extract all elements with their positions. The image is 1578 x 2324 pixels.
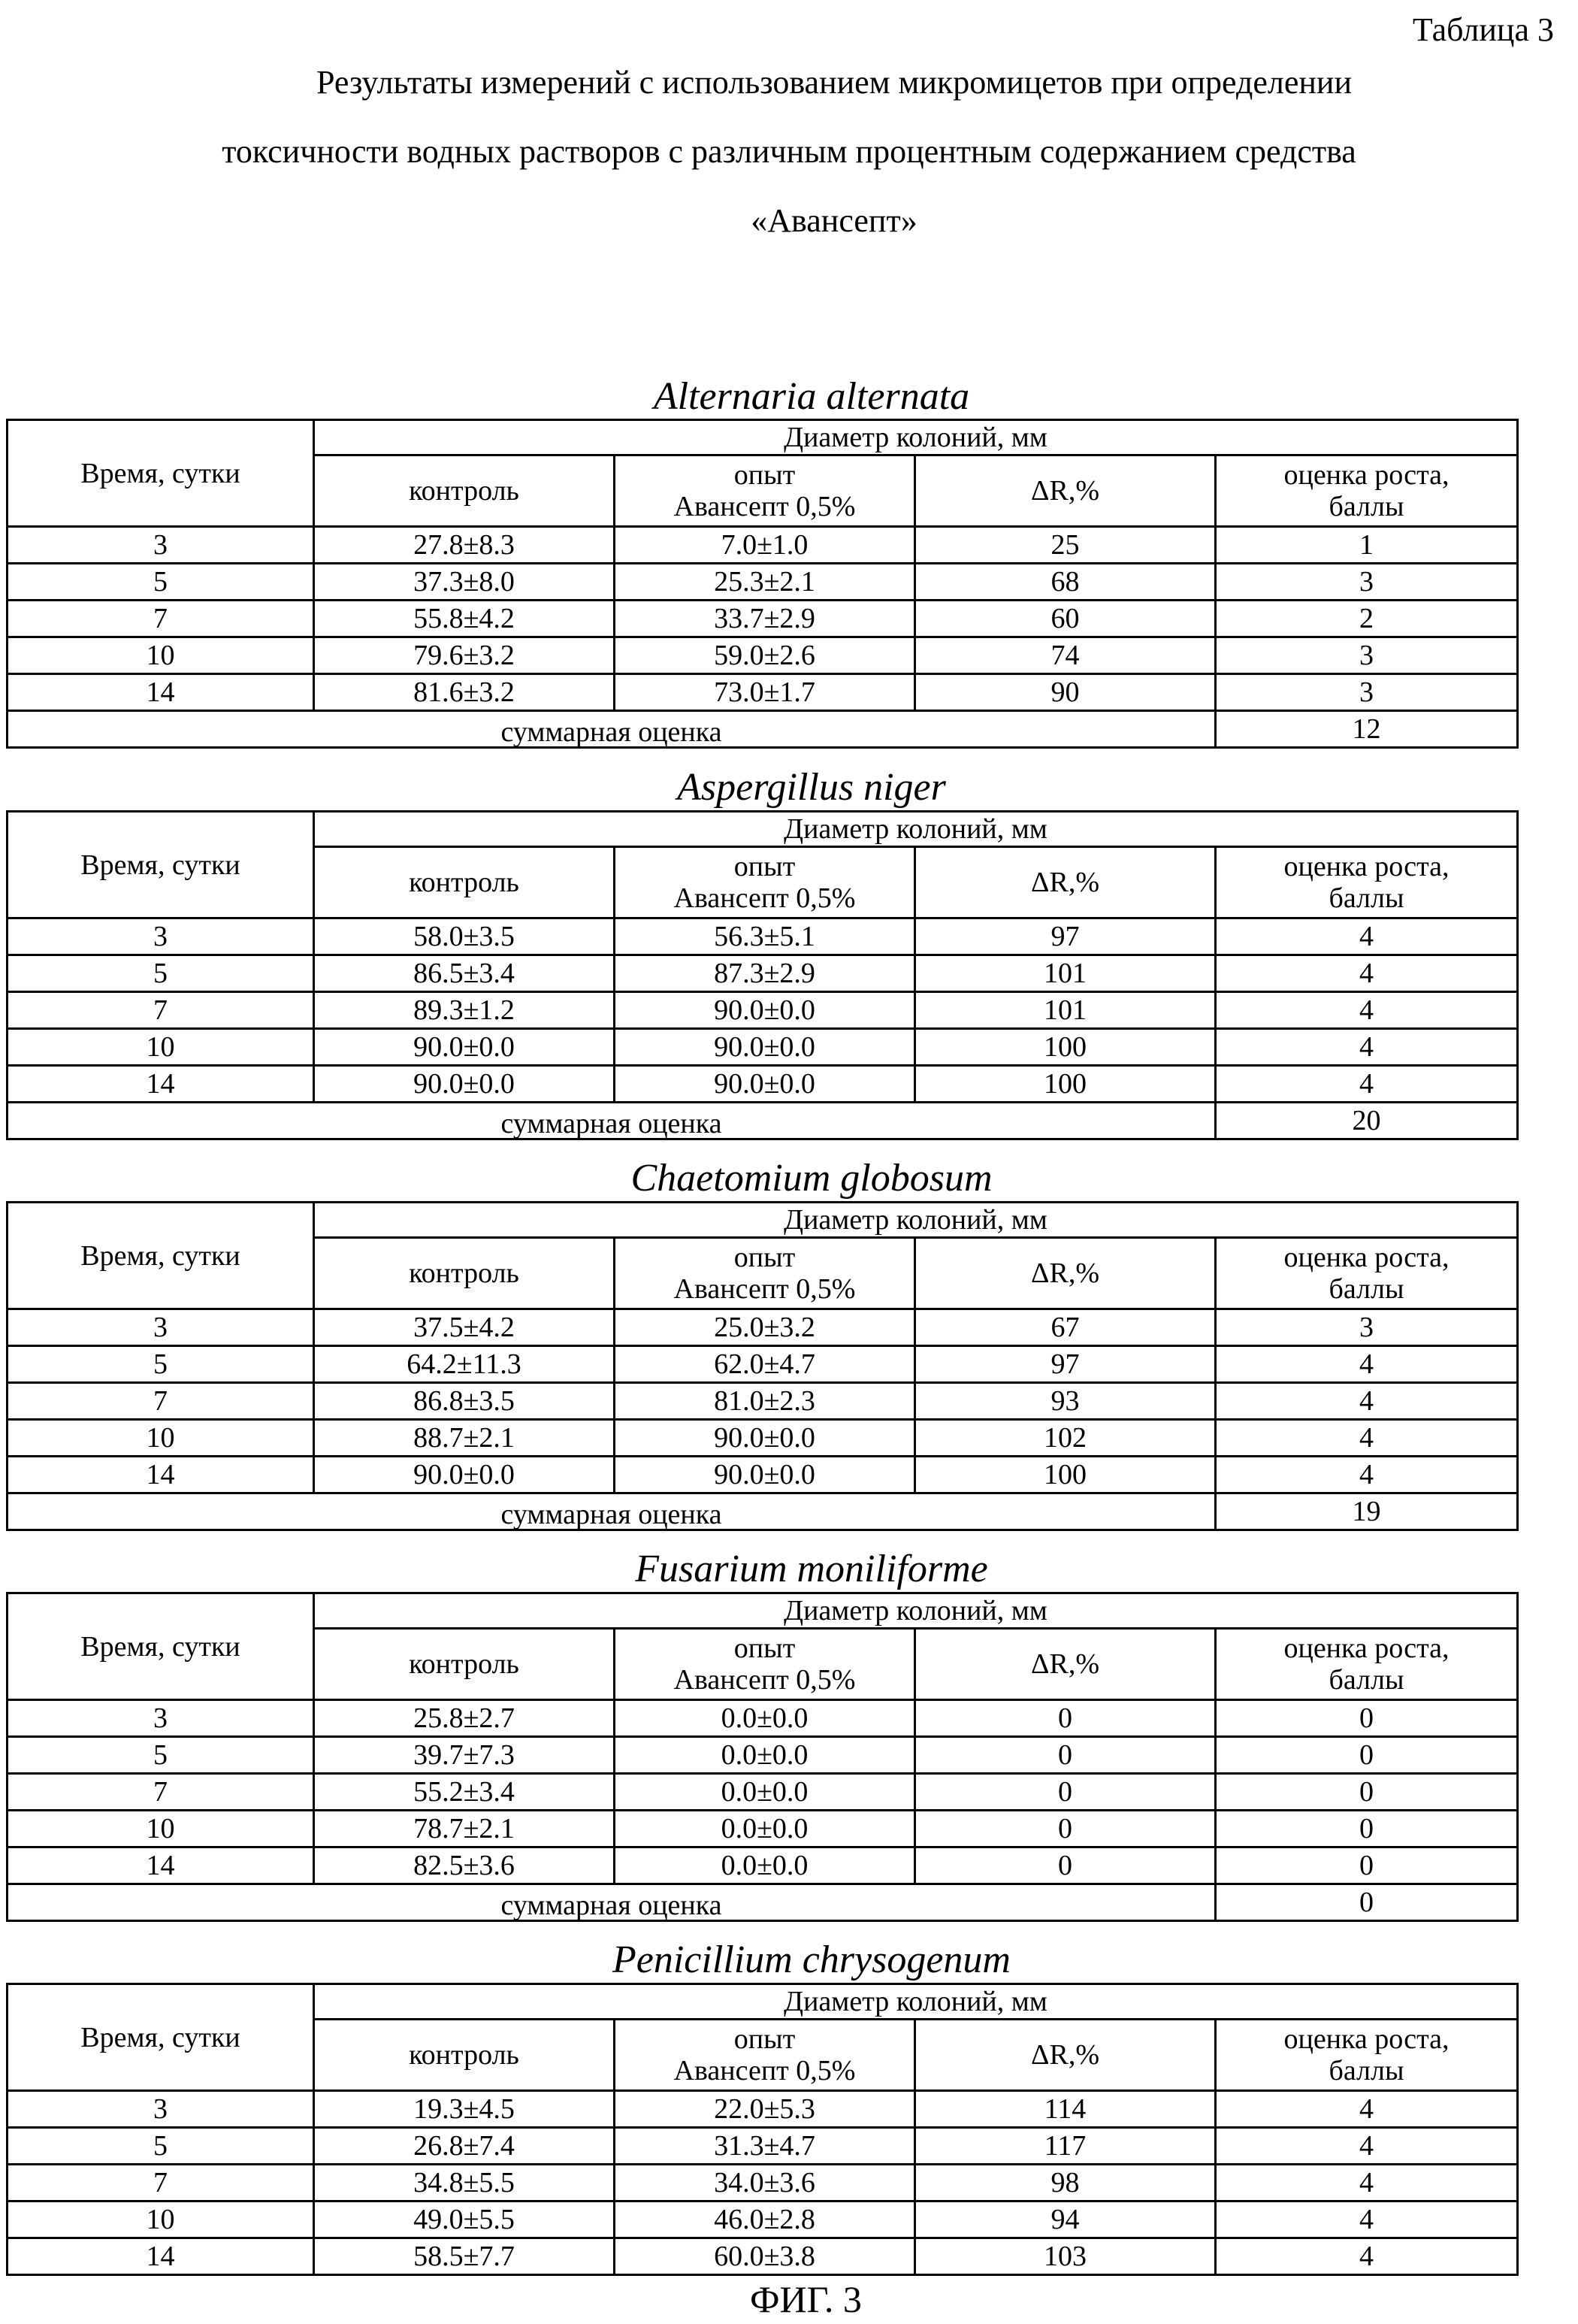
species-title: Chaetomium globosum [0,1156,1578,1201]
experiment-label-line-2: Авансепт 0,5% [615,491,914,522]
cell-experiment: 0.0±0.0 [615,1700,915,1737]
cell-control: 90.0±0.0 [314,1029,615,1066]
cell-experiment: 0.0±0.0 [615,1774,915,1811]
score-label-line-1: оценка роста, [1217,459,1516,491]
summary-row [8,1884,1518,1921]
cell-control: 86.5±3.4 [314,955,615,992]
cell-delta: 100 [915,1457,1216,1493]
cell-delta: 98 [915,2165,1216,2201]
table-row [8,1346,1518,1383]
column-header-time: Время, сутки [8,420,314,527]
cell-delta: 60 [915,601,1216,637]
cell-score: 4 [1216,955,1518,992]
score-label-line-2: баллы [1217,1273,1516,1305]
column-header-score [1216,455,1518,527]
cell-score: 4 [1216,1029,1518,1066]
cell-delta: 102 [915,1420,1216,1457]
results-table [6,1201,1519,1531]
column-header-time: Время, сутки [8,1593,314,1700]
cell-score: 4 [1216,2128,1518,2165]
cell-score: 4 [1216,992,1518,1029]
cell-score: 0 [1216,1847,1518,1884]
cell-time: 14 [8,674,314,711]
column-header-time: Время, сутки [8,1984,314,2091]
cell-score: 2 [1216,601,1518,637]
species-title: Alternaria alternata [0,374,1578,419]
cell-score: 4 [1216,2165,1518,2201]
cell-time: 14 [8,1457,314,1493]
cell-experiment: 25.3±2.1 [615,564,915,601]
cell-control: 55.8±4.2 [314,601,615,637]
cell-time: 7 [8,2165,314,2201]
results-table [6,419,1519,749]
species-title: Fusarium moniliforme [0,1547,1578,1592]
summary-label-cell [8,1884,1216,1921]
cell-score: 3 [1216,564,1518,601]
cell-time: 3 [8,2091,314,2128]
summary-label-cell [8,1103,1216,1139]
experiment-label-line-2: Авансепт 0,5% [615,1273,914,1305]
table-number-label: Таблица 3 [1413,11,1554,49]
column-header-delta: ΔR,% [915,2020,1216,2091]
table-row [8,2165,1518,2201]
table-row [8,1847,1518,1884]
cell-score: 4 [1216,2201,1518,2238]
score-label-line-1: оценка роста, [1217,1242,1516,1273]
column-header-score [1216,2020,1518,2091]
cell-time: 7 [8,601,314,637]
column-header-experiment [615,1629,915,1700]
cell-experiment: 34.0±3.6 [615,2165,915,2201]
cell-time: 5 [8,955,314,992]
score-label-line-1: оценка роста, [1217,2023,1516,2055]
species-title: Aspergillus niger [0,765,1578,810]
cell-time: 14 [8,1847,314,1884]
cell-experiment: 33.7±2.9 [615,601,915,637]
column-header-experiment [615,847,915,918]
results-table [6,1983,1519,2276]
cell-score: 3 [1216,1309,1518,1346]
table-row [8,918,1518,955]
cell-time: 14 [8,1066,314,1103]
cell-delta: 117 [915,2128,1216,2165]
table-row [8,1700,1518,1737]
column-header-delta: ΔR,% [915,1238,1216,1309]
table-row [8,2091,1518,2128]
column-header-time: Время, сутки [8,1203,314,1309]
score-label-line-2: баллы [1217,491,1516,522]
figure-caption: ФИГ. 3 [0,2277,1578,2321]
cell-time: 7 [8,1383,314,1420]
cell-score: 4 [1216,1383,1518,1420]
summary-label-cell [8,1493,1216,1530]
cell-experiment: 73.0±1.7 [615,674,915,711]
table-row [8,601,1518,637]
cell-delta: 103 [915,2238,1216,2275]
cell-time: 5 [8,1737,314,1774]
cell-time: 14 [8,2238,314,2275]
cell-experiment: 90.0±0.0 [615,1066,915,1103]
cell-delta: 100 [915,1066,1216,1103]
cell-time: 10 [8,2201,314,2238]
cell-delta: 101 [915,955,1216,992]
cell-control: 34.8±5.5 [314,2165,615,2201]
cell-score: 4 [1216,918,1518,955]
score-label-line-2: баллы [1217,1664,1516,1696]
cell-experiment: 81.0±2.3 [615,1383,915,1420]
summary-total: 20 [1216,1103,1518,1139]
experiment-label-line-1: опыт [615,1242,914,1273]
cell-experiment: 7.0±1.0 [615,527,915,564]
cell-delta: 97 [915,1346,1216,1383]
cell-time: 3 [8,918,314,955]
cell-control: 79.6±3.2 [314,637,615,674]
cell-delta: 90 [915,674,1216,711]
column-header-score [1216,847,1518,918]
cell-score: 4 [1216,2238,1518,2275]
cell-experiment: 90.0±0.0 [615,1029,915,1066]
table-row [8,527,1518,564]
cell-experiment: 25.0±3.2 [615,1309,915,1346]
cell-experiment: 0.0±0.0 [615,1737,915,1774]
column-header-score [1216,1629,1518,1700]
cell-control: 37.5±4.2 [314,1309,615,1346]
table-row [8,674,1518,711]
summary-total: 0 [1216,1884,1518,1921]
experiment-label-line-1: опыт [615,2023,914,2055]
column-header-experiment [615,1238,915,1309]
score-label-line-1: оценка роста, [1217,851,1516,882]
column-header-delta: ΔR,% [915,1629,1216,1700]
cell-delta: 0 [915,1774,1216,1811]
table-row [8,1066,1518,1103]
column-header-control: контроль [314,847,615,918]
column-header-control: контроль [314,1238,615,1309]
summary-label: суммарная оценка [8,716,1214,748]
cell-experiment: 90.0±0.0 [615,1420,915,1457]
column-header-time: Время, сутки [8,812,314,918]
cell-control: 82.5±3.6 [314,1847,615,1884]
header-row [8,1203,1518,1238]
column-header-diameter-group: Диаметр колоний, мм [314,1984,1518,2020]
document-heading [0,48,1578,256]
summary-label-cell [8,711,1216,748]
cell-delta: 97 [915,918,1216,955]
cell-delta: 0 [915,1847,1216,1884]
cell-score: 1 [1216,527,1518,564]
cell-control: 81.6±3.2 [314,674,615,711]
experiment-label-line-1: опыт [615,459,914,491]
heading-line-2: токсичности водных растворов с различным процентным содержанием средства [0,117,1578,186]
cell-time: 3 [8,1700,314,1737]
cell-experiment: 59.0±2.6 [615,637,915,674]
summary-total: 12 [1216,711,1518,748]
column-header-diameter-group: Диаметр колоний, мм [314,420,1518,455]
cell-experiment: 60.0±3.8 [615,2238,915,2275]
score-label-line-1: оценка роста, [1217,1633,1516,1664]
results-table [6,1592,1519,1922]
cell-experiment: 31.3±4.7 [615,2128,915,2165]
cell-delta: 94 [915,2201,1216,2238]
cell-control: 78.7±2.1 [314,1811,615,1847]
column-header-control: контроль [314,2020,615,2091]
table-row [8,2201,1518,2238]
summary-row [8,1103,1518,1139]
cell-experiment: 22.0±5.3 [615,2091,915,2128]
cell-delta: 0 [915,1737,1216,1774]
table-row [8,637,1518,674]
cell-score: 0 [1216,1700,1518,1737]
table-row [8,1774,1518,1811]
cell-time: 5 [8,2128,314,2165]
experiment-label-line-2: Авансепт 0,5% [615,2055,914,2086]
experiment-label-line-1: опыт [615,1633,914,1664]
cell-delta: 0 [915,1811,1216,1847]
cell-experiment: 62.0±4.7 [615,1346,915,1383]
cell-time: 5 [8,1346,314,1383]
cell-score: 4 [1216,1457,1518,1493]
cell-experiment: 0.0±0.0 [615,1847,915,1884]
cell-time: 5 [8,564,314,601]
cell-delta: 93 [915,1383,1216,1420]
cell-experiment: 0.0±0.0 [615,1811,915,1847]
score-label-line-2: баллы [1217,882,1516,914]
cell-experiment: 56.3±5.1 [615,918,915,955]
cell-experiment: 87.3±2.9 [615,955,915,992]
summary-label: суммарная оценка [8,1108,1214,1139]
table-row [8,1309,1518,1346]
cell-control: 86.8±3.5 [314,1383,615,1420]
score-label-line-2: баллы [1217,2055,1516,2086]
cell-score: 0 [1216,1737,1518,1774]
species-title: Penicillium chrysogenum [0,1938,1578,1983]
cell-delta: 74 [915,637,1216,674]
cell-score: 4 [1216,1346,1518,1383]
cell-control: 49.0±5.5 [314,2201,615,2238]
table-row [8,2128,1518,2165]
column-header-experiment [615,2020,915,2091]
column-header-diameter-group: Диаметр колоний, мм [314,1593,1518,1629]
cell-control: 58.0±3.5 [314,918,615,955]
results-table [6,810,1519,1140]
cell-experiment: 90.0±0.0 [615,992,915,1029]
table-row [8,1029,1518,1066]
summary-label: суммарная оценка [8,1499,1214,1530]
column-header-score [1216,1238,1518,1309]
cell-control: 58.5±7.7 [314,2238,615,2275]
cell-control: 55.2±3.4 [314,1774,615,1811]
cell-time: 3 [8,527,314,564]
summary-row [8,711,1518,748]
table-row [8,1737,1518,1774]
cell-control: 90.0±0.0 [314,1066,615,1103]
cell-score: 4 [1216,2091,1518,2128]
header-row [8,812,1518,847]
cell-time: 7 [8,1774,314,1811]
cell-delta: 25 [915,527,1216,564]
experiment-label-line-1: опыт [615,851,914,882]
summary-row [8,1493,1518,1530]
heading-line-1: Результаты измерений с использованием микромицетов при определении [0,48,1578,117]
cell-time: 7 [8,992,314,1029]
cell-delta: 0 [915,1700,1216,1737]
table-row [8,992,1518,1029]
cell-score: 3 [1216,637,1518,674]
cell-control: 89.3±1.2 [314,992,615,1029]
cell-control: 25.8±2.7 [314,1700,615,1737]
cell-delta: 101 [915,992,1216,1029]
cell-control: 26.8±7.4 [314,2128,615,2165]
cell-experiment: 46.0±2.8 [615,2201,915,2238]
cell-control: 88.7±2.1 [314,1420,615,1457]
cell-time: 10 [8,1811,314,1847]
cell-control: 27.8±8.3 [314,527,615,564]
heading-line-3: «Авансепт» [0,186,1578,256]
column-header-delta: ΔR,% [915,847,1216,918]
table-row [8,564,1518,601]
cell-control: 39.7±7.3 [314,1737,615,1774]
cell-time: 3 [8,1309,314,1346]
cell-experiment: 90.0±0.0 [615,1457,915,1493]
header-row [8,1984,1518,2020]
cell-score: 4 [1216,1066,1518,1103]
summary-label: суммарная оценка [8,1890,1214,1921]
cell-score: 3 [1216,674,1518,711]
table-row [8,1383,1518,1420]
table-row [8,1420,1518,1457]
cell-delta: 100 [915,1029,1216,1066]
table-row [8,1811,1518,1847]
column-header-diameter-group: Диаметр колоний, мм [314,1203,1518,1238]
cell-control: 37.3±8.0 [314,564,615,601]
column-header-delta: ΔR,% [915,455,1216,527]
cell-score: 4 [1216,1420,1518,1457]
header-row [8,1593,1518,1629]
cell-delta: 114 [915,2091,1216,2128]
cell-time: 10 [8,1420,314,1457]
column-header-diameter-group: Диаметр колоний, мм [314,812,1518,847]
table-row [8,955,1518,992]
header-row [8,420,1518,455]
column-header-control: контроль [314,455,615,527]
cell-score: 0 [1216,1774,1518,1811]
column-header-control: контроль [314,1629,615,1700]
cell-delta: 67 [915,1309,1216,1346]
table-row [8,1457,1518,1493]
cell-delta: 68 [915,564,1216,601]
cell-score: 0 [1216,1811,1518,1847]
cell-control: 90.0±0.0 [314,1457,615,1493]
cell-control: 64.2±11.3 [314,1346,615,1383]
column-header-experiment [615,455,915,527]
experiment-label-line-2: Авансепт 0,5% [615,1664,914,1696]
cell-control: 19.3±4.5 [314,2091,615,2128]
cell-time: 10 [8,1029,314,1066]
table-row [8,2238,1518,2275]
experiment-label-line-2: Авансепт 0,5% [615,882,914,914]
cell-time: 10 [8,637,314,674]
summary-total: 19 [1216,1493,1518,1530]
